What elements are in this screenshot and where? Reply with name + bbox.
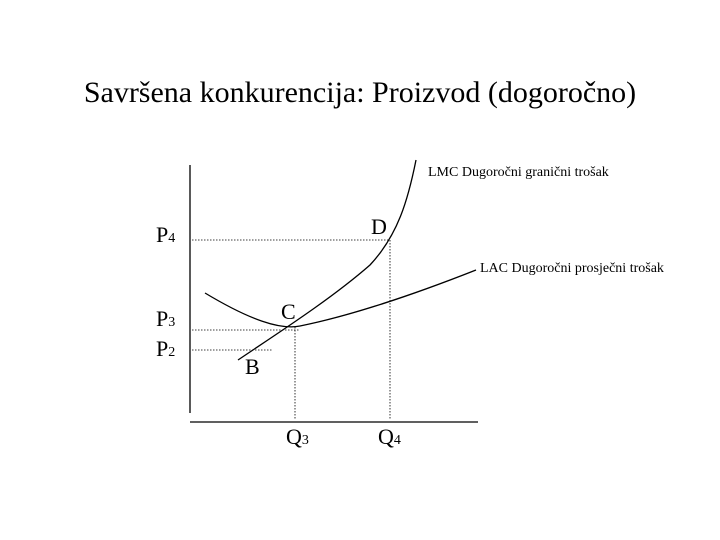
lac-curve: [205, 270, 476, 327]
p4-label: P4: [156, 222, 176, 247]
point-b-label: B: [245, 354, 260, 379]
lac-label: LAC Dugoročni prosječni trošak: [480, 261, 664, 276]
point-c-label: C: [281, 299, 296, 324]
q4-label: Q4: [378, 424, 401, 449]
point-d-label: D: [371, 214, 387, 239]
q3-label: Q3: [286, 424, 309, 449]
lmc-label: LMC Dugoročni granični trošak: [428, 165, 609, 180]
p2-label: P2: [156, 336, 176, 361]
p3-label: P3: [156, 306, 176, 331]
slide-title: Savršena konkurencija: Proizvod (dogoročno): [83, 76, 637, 109]
